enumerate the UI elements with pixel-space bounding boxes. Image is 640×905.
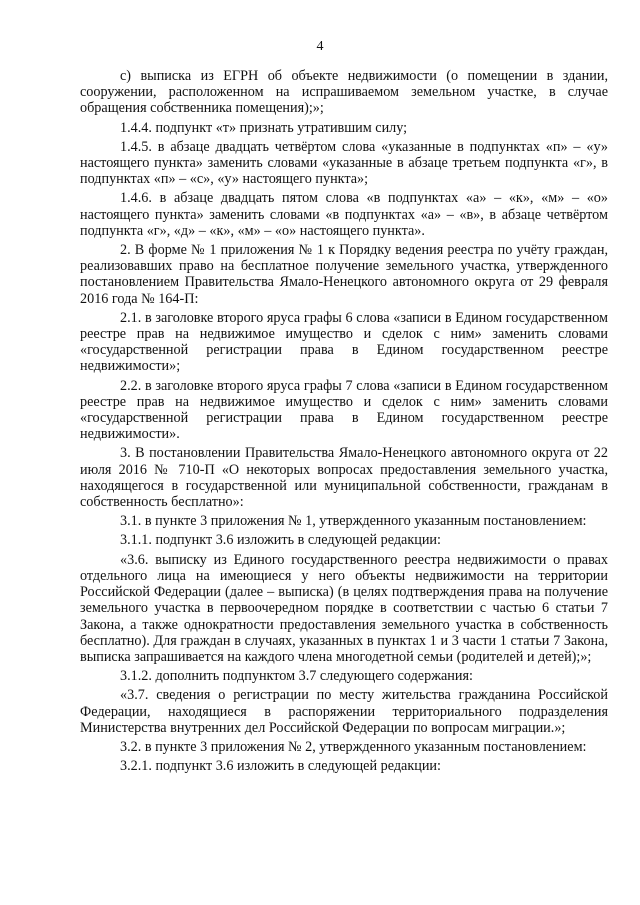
page-number: 4 bbox=[316, 39, 324, 54]
paragraph-3-7-quote: «3.7. сведения о регистрации по месту жительства гражданина Российской Федерации, находящиеся в распоряжении территориального подразделения Министерства внутренних дел Российской Федерации по вопросам миграции.»; bbox=[80, 687, 608, 736]
document-body bbox=[80, 68, 608, 777]
paragraph-1-4-4: 1.4.4. подпункт «т» признать утратившим силу; bbox=[120, 119, 408, 136]
paragraph-2-1: 2.1. в заголовке второго яруса графы 6 слова «записи в Едином государственном реестре прав на недвижимое имущество и сделок с ним» заменить словами «государственной регистрации права в Едином государственном реестре недвижимости»; bbox=[80, 309, 608, 375]
paragraph-3-2-1: 3.2.1. подпункт 3.6 изложить в следующей редакции: bbox=[120, 758, 441, 775]
paragraph-3-6-quote: «3.6. выписку из Единого государственного реестра недвижимости о правах отдельного лица на имеющиеся у него объекты недвижимости на территории Российской Федерации (далее – выписка) (в целях подтверждения права на получение земельного участка в первоочередном порядке в соответствии с частью 6 статьи 7 Закона, а также однократности предоставления земельного участка в собственность бесплатно). Для граждан в случаях, указанных в пунктах 1 и 3 части 1 статьи 7 Закона, выписка запрашивается на каждого члена многодетной семьи (родителей и детей);»; bbox=[80, 551, 608, 665]
paragraph-3-1: 3.1. в пункте 3 приложения № 1, утвержденного указанным постановлением: bbox=[120, 513, 587, 530]
paragraph-1-4-3-c: с) выписка из ЕГРН об объекте недвижимости (о помещении в здании, сооружении, расположенном на испрашиваемом земельном участке, в случае обращения собственника помещения);»; bbox=[80, 68, 608, 117]
paragraph-3-1-2: 3.1.2. дополнить подпунктом 3.7 следующего содержания: bbox=[120, 668, 473, 685]
paragraph-2: 2. В форме № 1 приложения № 1 к Порядку ведения реестра по учёту граждан, реализовавших право на бесплатное получение земельного участка, утвержденного постановлением Правительства Ямало-Ненецкого автономного округа от 29 февраля 2016 года № 164-П: bbox=[80, 242, 608, 307]
paragraph-3: 3. В постановлении Правительства Ямало-Ненецкого автономного округа от 22 июля 2016 № 710-П «О некоторых вопросах предоставления земельного участка, находящегося в государственной или муниципальной собственности, гражданам в собственность бесплатно»: bbox=[80, 445, 608, 511]
paragraph-2-2: 2.2. в заголовке второго яруса графы 7 слова «записи в Едином государственном реестре прав на недвижимое имущество и сделок с ним» заменить словами «государственной регистрации права в Едином государственном реестре недвижимости». bbox=[80, 377, 608, 443]
paragraph-1-4-5: 1.4.5. в абзаце двадцать четвёртом слова «указанные в подпунктах «п» – «у» настоящего пункта» заменить словами «указанные в абзаце третьем подпункта «г», в подпунктах «п» – «с», «у» настоящего пункта»; bbox=[80, 138, 608, 188]
paragraph-3-2: 3.2. в пункте 3 приложения № 2, утвержденного указанным постановлением: bbox=[120, 738, 587, 755]
paragraph-1-4-6: 1.4.6. в абзаце двадцать пятом слова «в подпунктах «а» – «к», «м» – «о» настоящего пункта» заменить словами «в подпунктах «а» – «в», в абзаце четвёртом подпункта «г», «д» – «к», «м» – «о» настоящего пункта». bbox=[80, 190, 608, 239]
paragraph-3-1-1: 3.1.1. подпункт 3.6 изложить в следующей редакции: bbox=[120, 532, 441, 549]
